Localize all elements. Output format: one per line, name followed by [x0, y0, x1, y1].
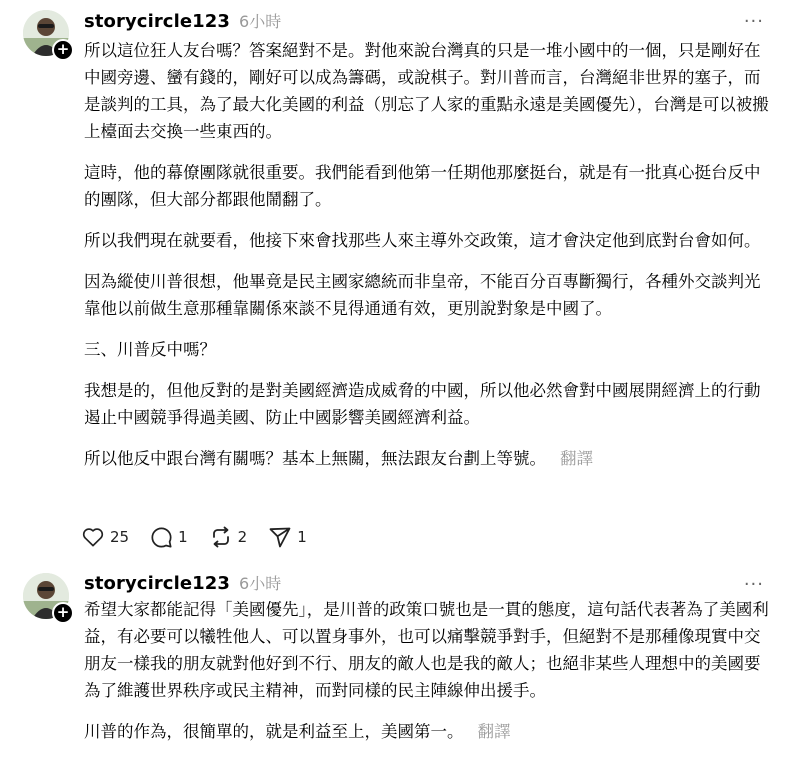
post-paragraph: 因為縱使川普很想，他畢竟是民主國家總統而非皇帝，不能百分百專斷獨行，各種外交談判光靠他以前做生意那種靠關係來談不見得通通有效，更別說對象是中國了。	[84, 272, 761, 318]
translate-link[interactable]: 翻譯	[477, 722, 511, 741]
post-paragraph-last	[84, 445, 774, 472]
translate-link[interactable]: 翻譯	[560, 449, 593, 468]
avatar-wrap[interactable]	[23, 573, 71, 621]
post-paragraph: 希望大家都能記得「美國優先」，是川普的政策口號也是一貫的態度，這句話代表著為了美國利益，有必要可以犧牲他人、可以置身事外，也可以痛擊競爭對手，但絕對不是那種像現實中交朋友一樣我的朋友就對他好到不行、朋友的敵人也是我的敵人；也絕非某些人理想中的美國要為了維護世界秩序或民主精神，而對同樣的民主陣線伸出援手。	[84, 600, 769, 700]
post-2	[0, 560, 790, 775]
post-paragraph: 這時，他的幕僚團隊就很重要。我們能看到他第一任期他那麼挺台，就是有一批真心挺台反中的團隊，但大部分都跟他鬧翻了。	[84, 163, 761, 209]
post-body	[84, 596, 774, 759]
post-paragraph: 所以我們現在就要看，他接下來會找那些人來主導外交政策，這才會決定他到底對台會如何。	[84, 231, 761, 250]
timestamp[interactable]: 6小時	[239, 574, 282, 593]
repost-icon	[210, 526, 232, 548]
timestamp[interactable]: 6小時	[239, 12, 282, 31]
heart-icon	[82, 527, 104, 547]
repost-count: 2	[237, 528, 248, 546]
follow-plus-icon[interactable]: +	[52, 39, 74, 61]
post-paragraph: 所以這位狂人友台嗎？答案絕對不是。對他來說台灣真的只是一堆小國中的一個，只是剛好在中國旁邊、蠻有錢的，剛好可以成為籌碼，或說棋子。對川普而言，台灣絕非世界的塞子，而是談判的工具，為了最大化美國的利益（別忘了人家的重點永遠是美國優先），台灣是可以被搬上檯面去交換一些東西的。	[84, 41, 769, 141]
post-header	[84, 571, 281, 594]
like-count: 25	[110, 528, 130, 546]
comment-count: 1	[178, 528, 188, 546]
share-button[interactable]	[269, 527, 307, 548]
post-paragraph-last	[84, 718, 774, 745]
follow-plus-icon[interactable]: +	[52, 602, 74, 624]
post-header	[84, 9, 281, 32]
username[interactable]: storycircle123	[84, 11, 231, 32]
post-text: 川普的作為，很簡單的，就是利益至上，美國第一。	[84, 722, 464, 741]
action-bar	[82, 526, 329, 548]
repost-button[interactable]	[210, 526, 248, 548]
post-paragraph: 三、川普反中嗎？	[84, 340, 216, 359]
like-button[interactable]	[82, 527, 129, 547]
send-icon	[269, 527, 291, 548]
avatar-wrap[interactable]	[23, 10, 71, 58]
more-options-icon[interactable]: ···	[743, 574, 764, 595]
more-options-icon[interactable]: ···	[743, 11, 764, 32]
share-count: 1	[297, 528, 307, 546]
post-text: 所以他反中跟台灣有關嗎？基本上無關，無法跟友台劃上等號。	[84, 449, 546, 468]
post-body	[84, 37, 774, 486]
comment-button[interactable]	[151, 527, 188, 548]
username[interactable]: storycircle123	[84, 573, 231, 594]
post-paragraph: 我想是的，但他反對的是對美國經濟造成威脅的中國，所以他必然會對中國展開經濟上的行動遏止中國競爭得過美國、防止中國影響美國經濟利益。	[84, 381, 761, 427]
comment-icon	[151, 527, 172, 548]
